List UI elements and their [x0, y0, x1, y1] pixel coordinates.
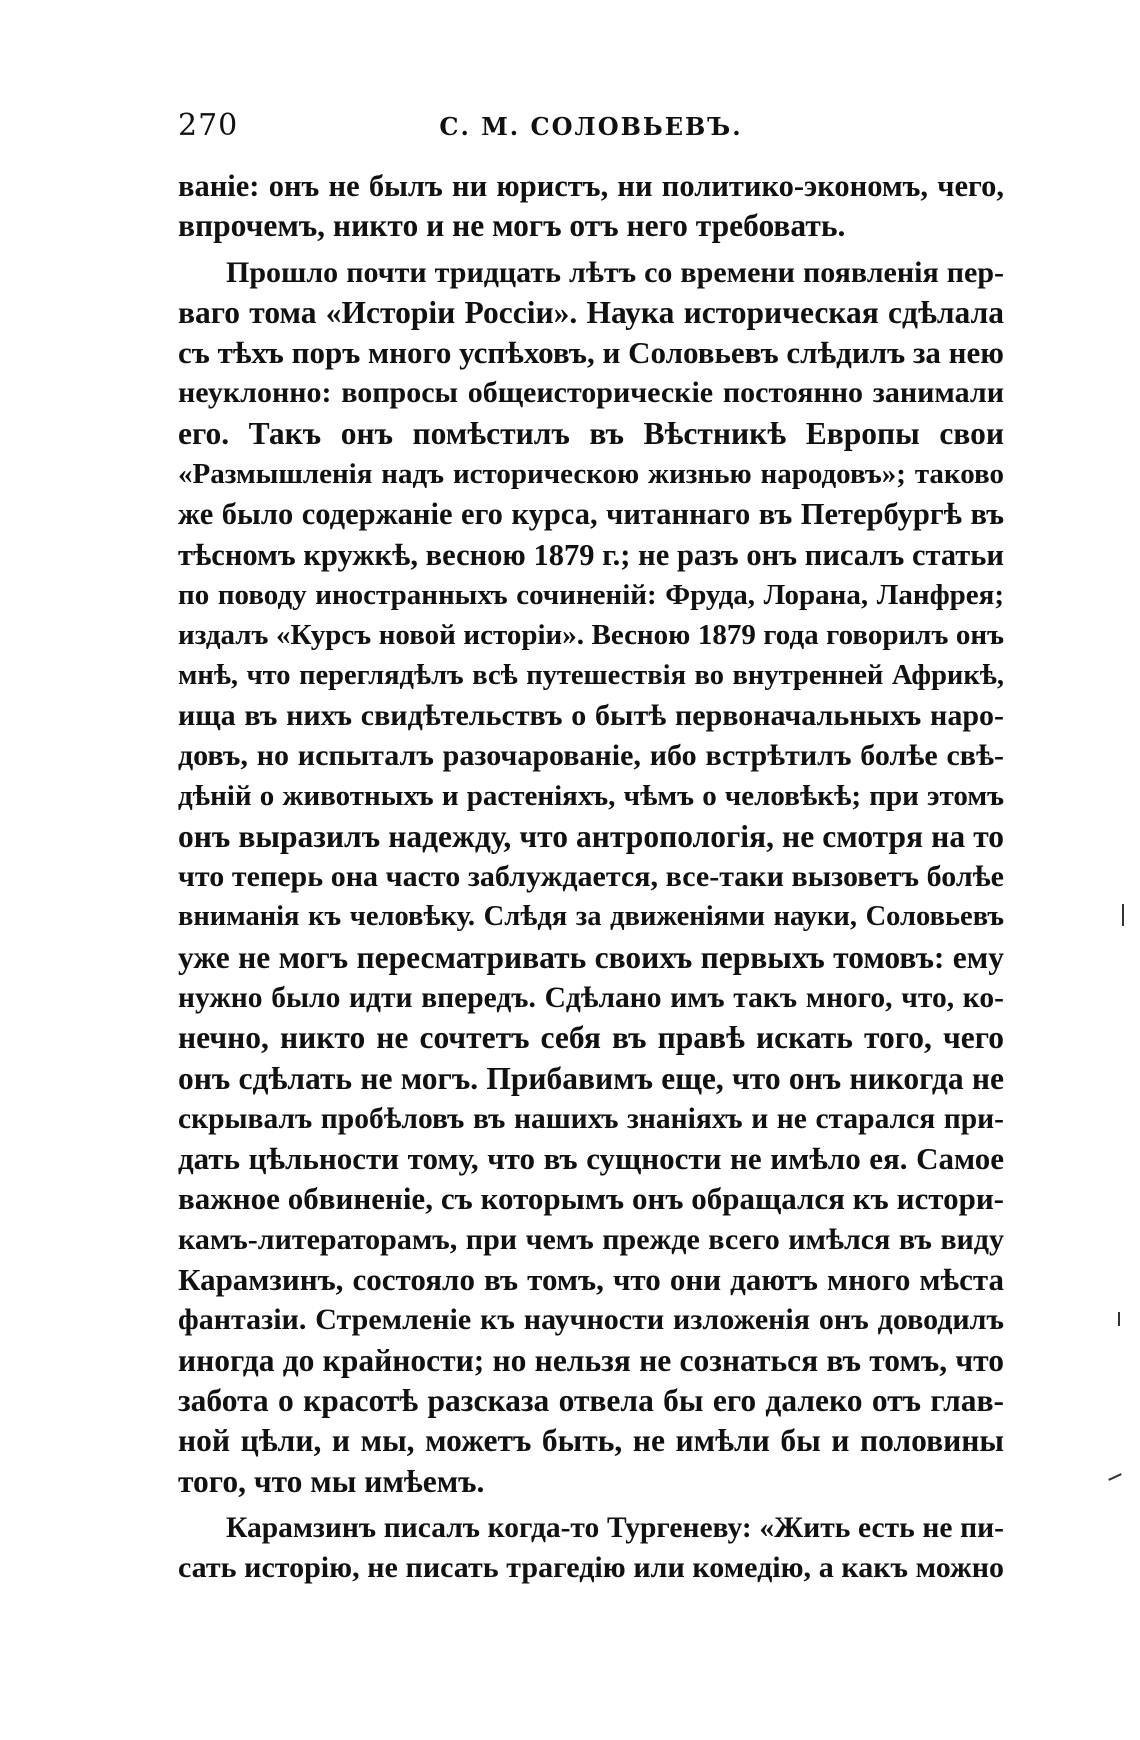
text-line: мнѣ, что переглядѣлъ всѣ путешествія во внутренней Африкѣ,: [178, 659, 1004, 691]
paragraph-3: [178, 1508, 1004, 1589]
text-line: «Размышленія надъ историческою жизнью народовъ»; таково: [178, 458, 1004, 491]
text-line: забота о красотѣ разсказа отвела бы его далеко отъ глав-: [178, 1382, 1004, 1418]
text-line: нечно, никто не сочтетъ себя въ правѣ искать того, чего: [178, 1020, 1004, 1056]
text-line: издалъ «Курсъ новой исторіи». Весною 1879 года говорилъ онъ: [178, 619, 1004, 652]
text-line: что теперь она часто заблуждается, все-таки вызоветъ болѣе: [178, 860, 1004, 894]
book-page: [178, 100, 1004, 1588]
text-line: ной цѣли, и мы, можетъ быть, не имѣли бы и половины: [178, 1423, 1004, 1459]
text-line: важное обвиненіе, съ которымъ онъ обращался къ истори-: [178, 1181, 1004, 1217]
page-header: [178, 100, 1004, 148]
text-line: Прошло почти тридцать лѣтъ со времени появленія пер-: [226, 255, 1004, 289]
text-line: по поводу иностранныхъ сочиненій: Фруда, Лорана, Ланфрея;: [178, 578, 1004, 611]
text-line: онъ выразилъ надежду, что антропологія, не смотря на то: [178, 818, 1004, 854]
text-line: тѣсномъ кружкѣ, весною 1879 г.; не разъ онъ писалъ статьи: [178, 537, 1004, 572]
text-line: впрочемъ, никто и не могъ отъ него требовать.: [178, 208, 846, 244]
page-number: 270: [178, 108, 239, 143]
text-line: вниманія къ человѣку. Слѣдя за движеніями науки, Соловьевъ: [178, 901, 1004, 933]
text-line: ища въ нихъ свидѣтельствъ о бытѣ первоначальныхъ наро-: [178, 698, 1004, 732]
text-line: сать исторію, не писать трагедію или комедію, а какъ можно: [178, 1551, 1004, 1585]
scan-artifact: [1108, 1473, 1122, 1481]
text-line: дать цѣльности тому, что въ сущности не имѣло ея. Самое: [178, 1141, 1004, 1177]
text-line: ваніе: онъ не былъ ни юристъ, ни политико-экономъ, чего,: [178, 169, 1004, 203]
text-line: неуклонно: вопросы общеисторическіе постоянно занимали: [178, 376, 1004, 410]
text-line: фантазіи. Стремленіе къ научности изложенія онъ доводилъ: [178, 1303, 1004, 1337]
running-head: С. М. СОЛОВЬЕВЪ.: [439, 112, 743, 141]
text-line: иногда до крайности; но нельзя не сознаться въ томъ, что: [178, 1342, 1004, 1378]
text-line: скрывалъ пробѣловъ въ нашихъ знаніяхъ и не старался при-: [178, 1102, 1004, 1135]
text-line: Карамзинъ, состояло въ томъ, что они даютъ много мѣста: [178, 1262, 1004, 1298]
text-line: же было содержаніе его курса, читаннаго въ Петербургѣ въ: [178, 497, 1004, 532]
text-line: того, что мы имѣемъ.: [178, 1463, 485, 1499]
text-line: уже не могъ пересматривать своихъ первыхъ томовъ: ему: [178, 939, 1004, 975]
paragraph-1: [178, 166, 1004, 247]
text-line: камъ-литераторамъ, при чемъ прежде всего имѣлся въ виду: [178, 1222, 1004, 1256]
text-line: Карамзинъ писалъ когда-то Тургеневу: «Жить есть не пи-: [226, 1511, 1004, 1544]
paragraph-2: [178, 253, 1004, 1502]
text-line: ваго тома «Исторіи Россіи». Наука историческая сдѣлала: [178, 294, 1004, 330]
text-line: довъ, но испыталъ разочарованіе, ибо встрѣтилъ болѣе свѣ-: [178, 739, 1004, 773]
text-line: нужно было идти впередъ. Сдѣлано имъ такъ много, что, ко-: [178, 981, 1004, 1014]
text-line: дѣній о животныхъ и растеніяхъ, чѣмъ о человѣкѣ; при этомъ: [178, 780, 1004, 813]
body-text: [178, 166, 1004, 1588]
text-line: его. Такъ онъ помѣстилъ въ Вѣстникѣ Европы свои: [178, 415, 1004, 451]
scan-artifact: [1122, 904, 1124, 926]
text-line: онъ сдѣлать не могъ. Прибавимъ еще, что онъ никогда не: [178, 1060, 1004, 1096]
scan-artifact: [1118, 1312, 1120, 1326]
text-line: съ тѣхъ поръ много успѣховъ, и Соловьевъ слѣдилъ за нею: [178, 335, 1004, 371]
